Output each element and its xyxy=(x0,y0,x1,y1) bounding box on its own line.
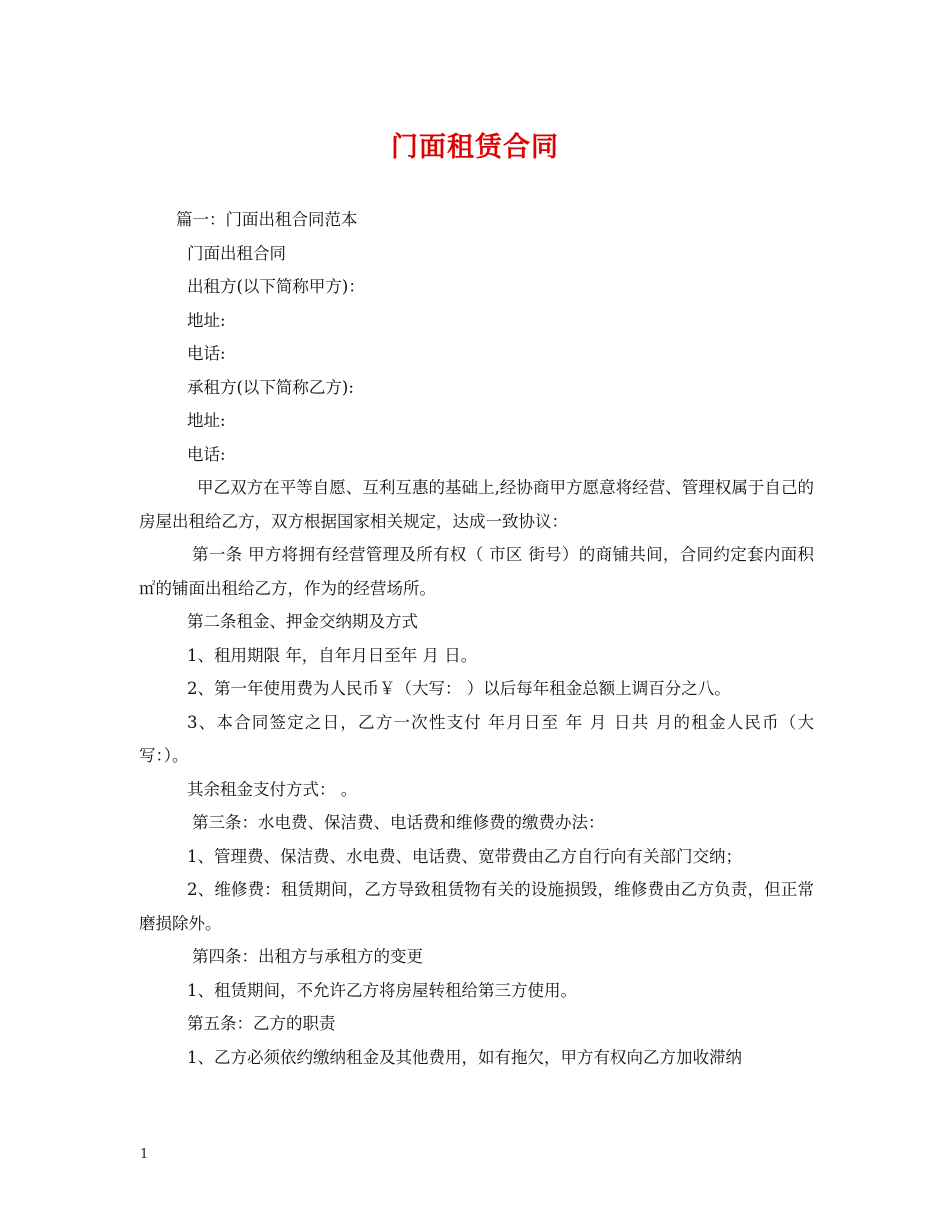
article-two-heading: 第二条租金、押金交纳期及方式 xyxy=(187,612,418,631)
lessee-phone-label: 电话: xyxy=(187,444,226,464)
article-two-item-1: 1、租用期限 年，自年月日至年 月 日。 xyxy=(187,645,478,665)
article-three-heading: 第三条：水电费、保洁费、电话费和维修费的缴费办法： xyxy=(192,813,605,832)
lessor-phone-label: 电话: xyxy=(187,344,226,363)
lessee-label: 承租方(以下简称乙方): xyxy=(187,377,354,397)
article-five-item-1: 1、乙方必须依约缴纳租金及其他费用，如有拖欠，甲方有权向乙方加收滞纳 xyxy=(187,1047,742,1067)
document-body xyxy=(139,203,814,1074)
lessor-address-label: 地址: xyxy=(187,310,226,330)
section-heading: 篇一：门面出租合同范本 xyxy=(176,210,358,229)
preamble-paragraph: 甲乙双方在平等自愿、互利互惠的基础上,经协商甲方愿意将经营、管理权属于自己的房屋出租给乙方，双方根据国家相关规定，达成一致协议： xyxy=(139,478,814,531)
lessee-address-label: 地址: xyxy=(187,411,226,430)
contract-subtitle: 门面出租合同 xyxy=(187,243,286,263)
article-two-item-2: 2、第一年使用费为人民币￥（大写： ）以后每年租金总额上调百分之八。 xyxy=(187,679,731,698)
article-four-heading: 第四条：出租方与承租方的变更 xyxy=(192,947,423,966)
article-one-paragraph: 第一条 甲方将拥有经营管理及所有权（ 市区 街号）的商铺共间，合同约定套内面积㎡的铺面出租给乙方，作为的经营场所。 xyxy=(139,545,814,598)
lessor-label: 出租方(以下简称甲方)： xyxy=(187,277,365,296)
article-five-heading: 第五条：乙方的职责 xyxy=(187,1014,336,1033)
article-three-item-1: 1、管理费、保洁费、水电费、电话费、宽带费由乙方自行向有关部门交纳； xyxy=(187,846,742,866)
page-number: 1 xyxy=(140,1147,149,1162)
article-two-item-3: 3、本合同签定之日，乙方一次性支付 年月日至 年 月 日共 月的租金人民币（大写：）。 xyxy=(139,712,814,765)
article-three-item-2: 2、维修费：租赁期间，乙方导致租赁物有关的设施损毁，维修费由乙方负责，但正常磨损除外。 xyxy=(139,880,814,933)
document-title: 门面租赁合同 xyxy=(391,132,559,163)
article-four-item-1: 1、租赁期间，不允许乙方将房屋转租给第三方使用。 xyxy=(187,980,577,1000)
other-rent-payment: 其余租金支付方式： 。 xyxy=(187,779,358,799)
